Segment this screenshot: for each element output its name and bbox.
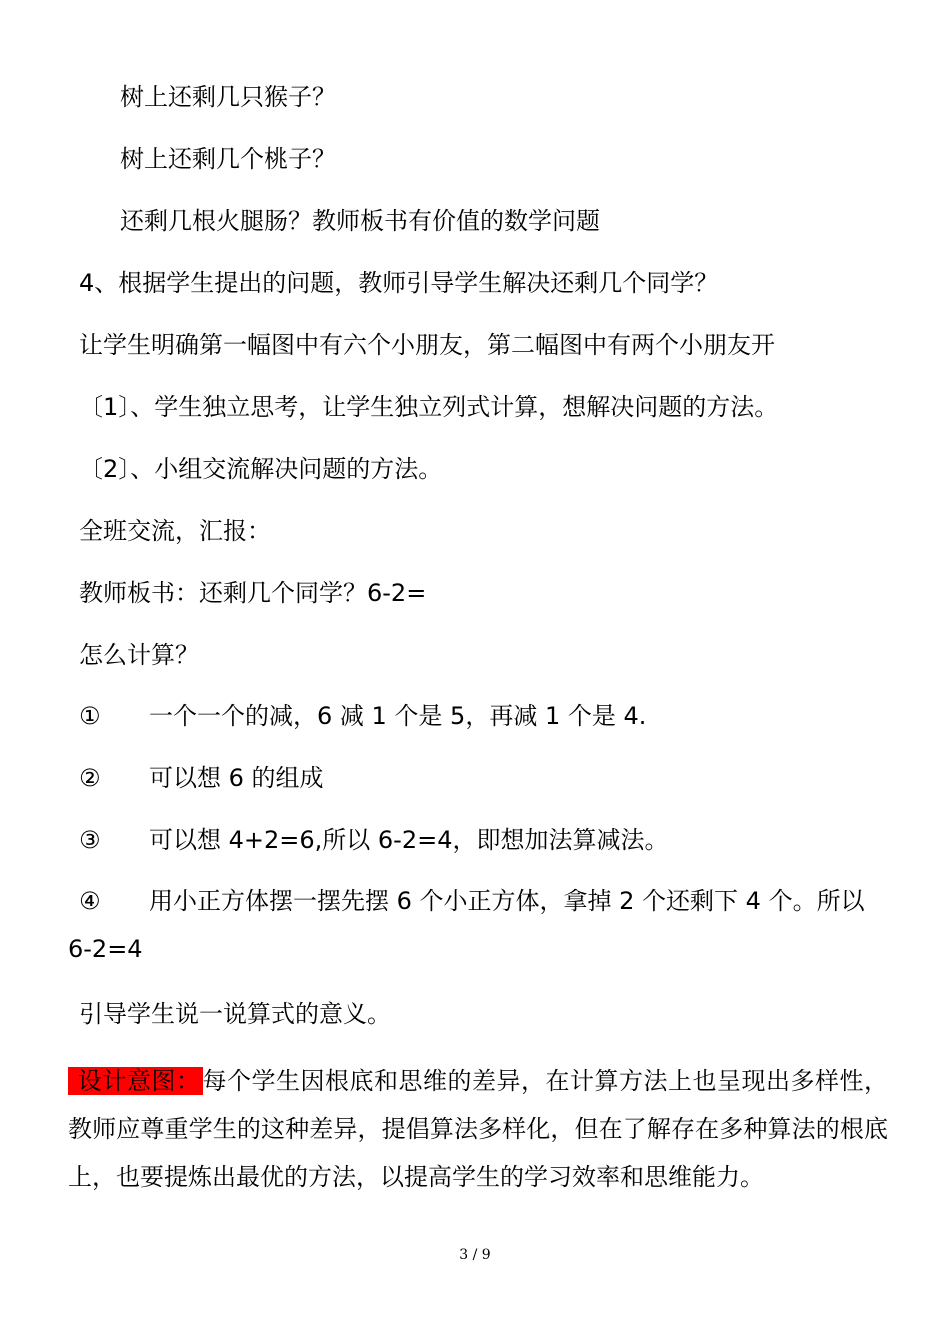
method-number: ④ — [79, 887, 101, 915]
design-intent-text: 每个学生因根底和思维的差异，在计算方法上也呈现出多样性，教师应尊重学生的这种差异，提倡算法多样化，但在了解存在多种算法的根底上，也要提炼出最优的方法，以提高学生的学习效率和思维能力。 — [68, 1067, 888, 1191]
method-text: 可以想 6 的组成 — [149, 764, 324, 792]
method-text: 一个一个的减，6 减 1 个是 5，再减 1 个是 4. — [149, 702, 647, 730]
clarify-paragraph: 让学生明确第一幅图中有六个小朋友，第二幅图中有两个小朋友开 — [79, 331, 775, 359]
method-text: 可以想 4+2=6,所以 6-2=4，即想加法算减法。 — [149, 826, 669, 854]
guide-line: 引导学生说一说算式的意义。 — [79, 1000, 391, 1028]
question-peaches: 树上还剩几个桃子？ — [120, 145, 336, 173]
method-item-4 — [79, 886, 865, 916]
design-intent-label: 设计意图： — [68, 1067, 203, 1095]
design-intent-paragraph — [68, 1057, 888, 1201]
sub-step-2: 〔2〕、小组交流解决问题的方法。 — [79, 455, 443, 483]
step-4-heading: 4、根据学生提出的问题，教师引导学生解决还剩几个同学？ — [79, 269, 719, 297]
sub-step-1: 〔1〕、学生独立思考，让学生独立列式计算，想解决问题的方法。 — [79, 393, 779, 421]
class-share-line: 全班交流，汇报： — [79, 517, 271, 545]
method-item-2 — [79, 763, 324, 793]
page-number: 3 / 9 — [459, 1247, 491, 1263]
question-sausages: 还剩几根火腿肠？教师板书有价值的数学问题 — [120, 207, 600, 235]
how-to-calculate-question: 怎么计算？ — [79, 641, 199, 669]
method-number: ① — [79, 702, 101, 730]
method-number: ② — [79, 764, 101, 792]
question-monkeys: 树上还剩几只猴子？ — [120, 83, 336, 111]
method-item-3 — [79, 825, 669, 855]
method-item-1 — [79, 701, 646, 731]
method-4-continuation: 6-2=4 — [68, 935, 143, 963]
method-text: 用小正方体摆一摆先摆 6 个小正方体，拿掉 2 个还剩下 4 个。所以 — [149, 887, 865, 915]
method-number: ③ — [79, 826, 101, 854]
board-writing-line: 教师板书：还剩几个同学？6-2= — [79, 579, 427, 607]
